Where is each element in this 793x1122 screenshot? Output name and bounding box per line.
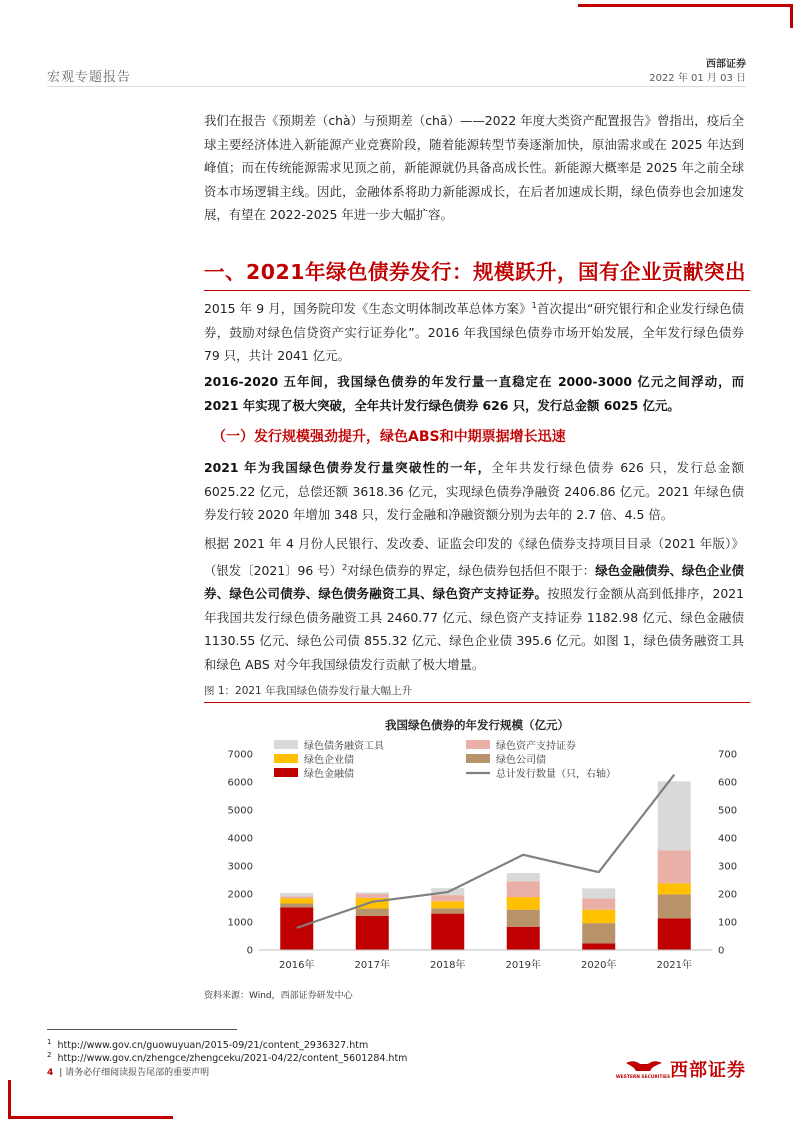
paragraph-green-bond-types: 根据 2021 年 4 月份人民银行、发改委、证监会印发的《绿色债券支持项目目录（2021 年版）》（银发〔2021〕96 号）$^2$对绿色债券的界定，绿色债券包括但不限于：绿色金融债券、绿色企业债券、绿色公司债券、绿色债务融资工具、绿色资产支持证券。按照发行金额从高到低排序，2021 年我国共发行绿色债务融资工具 2460.77 亿元、绿色资产支持证券 1182.98 亿元、绿色金融债 1130.55 亿元、绿色公司债 855.32 亿元、绿色企业债 395.6 亿元。如图 1，绿色债务融资工具和绿色 ABS 对今年我国绿债发行贡献了极大增量。 (204, 536, 745, 672)
chart-bars (280, 781, 691, 950)
corner-decoration-bottom (8, 1116, 173, 1119)
bar-segment (431, 908, 464, 913)
legend-swatch (466, 754, 490, 763)
y-left-tick-label: 4000 (227, 833, 253, 845)
bar-segment (582, 898, 615, 909)
y-left-tick-label: 3000 (227, 861, 253, 873)
bar-segment (356, 909, 389, 916)
legend-swatch (274, 754, 298, 763)
x-tick-label: 2018年 (430, 960, 466, 971)
legend-swatch (466, 740, 490, 749)
bar-segment (431, 901, 464, 908)
bar-segment (507, 927, 540, 950)
total-count-line (297, 775, 675, 928)
disclaimer-notice: | 请务必仔细阅读报告尾部的重要声明 (59, 1068, 210, 1078)
footnote-ref-2[interactable]: 2 (342, 562, 348, 572)
y-right-tick-label: 500 (718, 805, 738, 817)
footnote-2: $^2$ http://www.gov.cn/zhengce/zhengceku/2021-04/22/content_5601284.htm (47, 1051, 408, 1065)
legend-label: 绿色债务融资工具 (304, 741, 384, 752)
y-left-tick-label: 5000 (227, 805, 253, 817)
legend-label: 绿色公司债 (496, 755, 546, 766)
paragraph-2021-issuance: 2021 年为我国绿色债券发行量突破性的一年，全年共发行绿色债券 626 只，发行总金额 6025.22 亿元，总偿还额 3618.36 亿元，实现绿色债券净融资 2406.86 亿元。2021 年绿色债券发行较 2020 年增加 348 只，发行金融和净融资额分别为去年的 2.7 倍、4.5 倍。 (204, 460, 744, 522)
bar-segment (280, 898, 313, 903)
header-divider (47, 86, 746, 87)
logo-english-text: WESTERN SECURITIES (615, 1075, 671, 1080)
intro-paragraph: 我们在报告《预期差（chà）与预期差（chā）——2022 年度大类资产配置报告》曾指出，疫后全球主要经济体进入新能源产业竞赛阶段，随着能源转型节奏逐渐加快，原油需求或在 2025 年达到峰值；而在传统能源需求见顶之前，新能源就仍具备高成长性。新能源大概率是 2025 年之前全球资本市场逻辑主线。因此，金融体系将助力新能源成长，在后者加速成长期，绿色债券也会加速发展，有望在 2022-2025 年进一步大幅扩容。 (204, 113, 744, 222)
bar-segment (658, 781, 691, 850)
corner-decoration-top (578, 4, 793, 7)
green-bond-issuance-chart (204, 705, 750, 985)
bar-segment (582, 910, 615, 923)
report-date: 2022 年 01 月 03 日 (649, 73, 746, 84)
y-right-tick-label: 300 (718, 861, 738, 873)
bar-segment (507, 897, 540, 910)
footnote-divider (47, 1029, 237, 1030)
x-tick-label: 2017年 (354, 960, 390, 971)
section-title-underline (204, 290, 750, 291)
bar-segment (658, 918, 691, 950)
bar-segment (280, 907, 313, 950)
corner-decoration-bottom-vertical (8, 1080, 11, 1119)
paragraph-five-year-summary: 2016-2020 五年间，我国绿色债券的年发行量一直稳定在 2000-3000 亿元之间浮动，而 2021 年实现了极大突破，全年共计发行绿色债券 626 只，发行总金额 6025 亿元。 (204, 374, 744, 413)
x-tick-label: 2021年 (656, 960, 692, 971)
bar-segment (582, 943, 615, 950)
bar-segment (280, 896, 313, 898)
page-footer (47, 1065, 209, 1078)
bar-segment (658, 850, 691, 883)
paragraph-2015-policy: 2015 年 9 月，国务院印发《生态文明体制改革总体方案》$^1$首次提出“研究银行和企业发行绿色债券，鼓励对绿色信贷资产实行证券化”。2016 年我国绿色债券市场开始发展，全年发行绿色债券 79 只，共计 2041 亿元。 (204, 301, 744, 364)
y-right-tick-label: 200 (718, 889, 738, 901)
x-tick-label: 2019年 (505, 960, 541, 971)
footnote-1-link[interactable]: http://www.gov.cn/guowuyuan/2015-09/21/content_2936327.htm (57, 1040, 369, 1052)
subsection-title: （一）发行规模强劲提升，绿色ABS和中期票据增长迅速 (212, 429, 566, 445)
legend-label: 绿色金融债 (304, 769, 354, 780)
figure-source: 资料来源：Wind，西部证券研发中心 (204, 991, 353, 1001)
y-right-tick-label: 400 (718, 833, 738, 845)
footnote-2-link[interactable]: http://www.gov.cn/zhengce/zhengceku/2021-04/22/content_5601284.htm (57, 1053, 408, 1065)
bar-segment (658, 883, 691, 894)
legend-label: 绿色资产支持证券 (496, 741, 576, 752)
bar-segment (582, 923, 615, 943)
y-left-tick-label: 0 (246, 945, 253, 957)
bar-segment (280, 904, 313, 908)
legend-swatch (274, 740, 298, 749)
legend-swatch (274, 768, 298, 777)
bar-segment (280, 893, 313, 896)
bar-segment (582, 888, 615, 898)
figure-caption: 图 1：2021 年我国绿色债券发行量大幅上升 (204, 685, 413, 697)
y-left-tick-label: 6000 (227, 777, 253, 789)
company-logo (615, 1056, 746, 1082)
logo-chinese-text: 西部证券 (670, 1060, 746, 1081)
report-type-label: 宏观专题报告 (47, 70, 132, 85)
bull-logo-icon (615, 1057, 671, 1081)
bar-segment (356, 916, 389, 950)
y-right-tick-label: 600 (718, 777, 738, 789)
chart-title: 我国绿色债券的年发行规模（亿元） (385, 718, 569, 732)
page-number: 4 (47, 1068, 54, 1078)
figure-caption-divider (204, 702, 750, 703)
footnote-ref-1[interactable]: 1 (531, 301, 537, 310)
bar-segment (507, 881, 540, 897)
chart-line (297, 775, 675, 928)
bar-segment (431, 914, 464, 950)
y-left-tick-label: 2000 (227, 889, 253, 901)
y-left-tick-label: 1000 (227, 917, 253, 929)
footnote-1: $^1$ http://www.gov.cn/guowuyuan/2015-09/21/content_2936327.htm (47, 1038, 369, 1052)
bar-segment (431, 895, 464, 901)
y-right-tick-label: 0 (718, 945, 725, 957)
x-tick-label: 2020年 (581, 960, 617, 971)
y-right-tick-label: 700 (718, 749, 738, 761)
bar-segment (507, 910, 540, 927)
legend-label: 绿色企业债 (304, 755, 354, 766)
y-right-tick-label: 100 (718, 917, 738, 929)
y-left-tick-label: 7000 (227, 749, 253, 761)
chart-legend (274, 739, 616, 780)
section-title: 一、2021年绿色债券发行：规模跃升，国有企业贡献突出 (204, 260, 747, 284)
header-brand: 西部证券 (706, 59, 746, 70)
bar-segment (507, 873, 540, 881)
legend-label: 总计发行数量（只，右轴） (496, 769, 616, 780)
x-tick-label: 2016年 (279, 960, 315, 971)
bar-segment (658, 894, 691, 918)
bar-segment (356, 892, 389, 894)
bar-segment (356, 894, 389, 898)
